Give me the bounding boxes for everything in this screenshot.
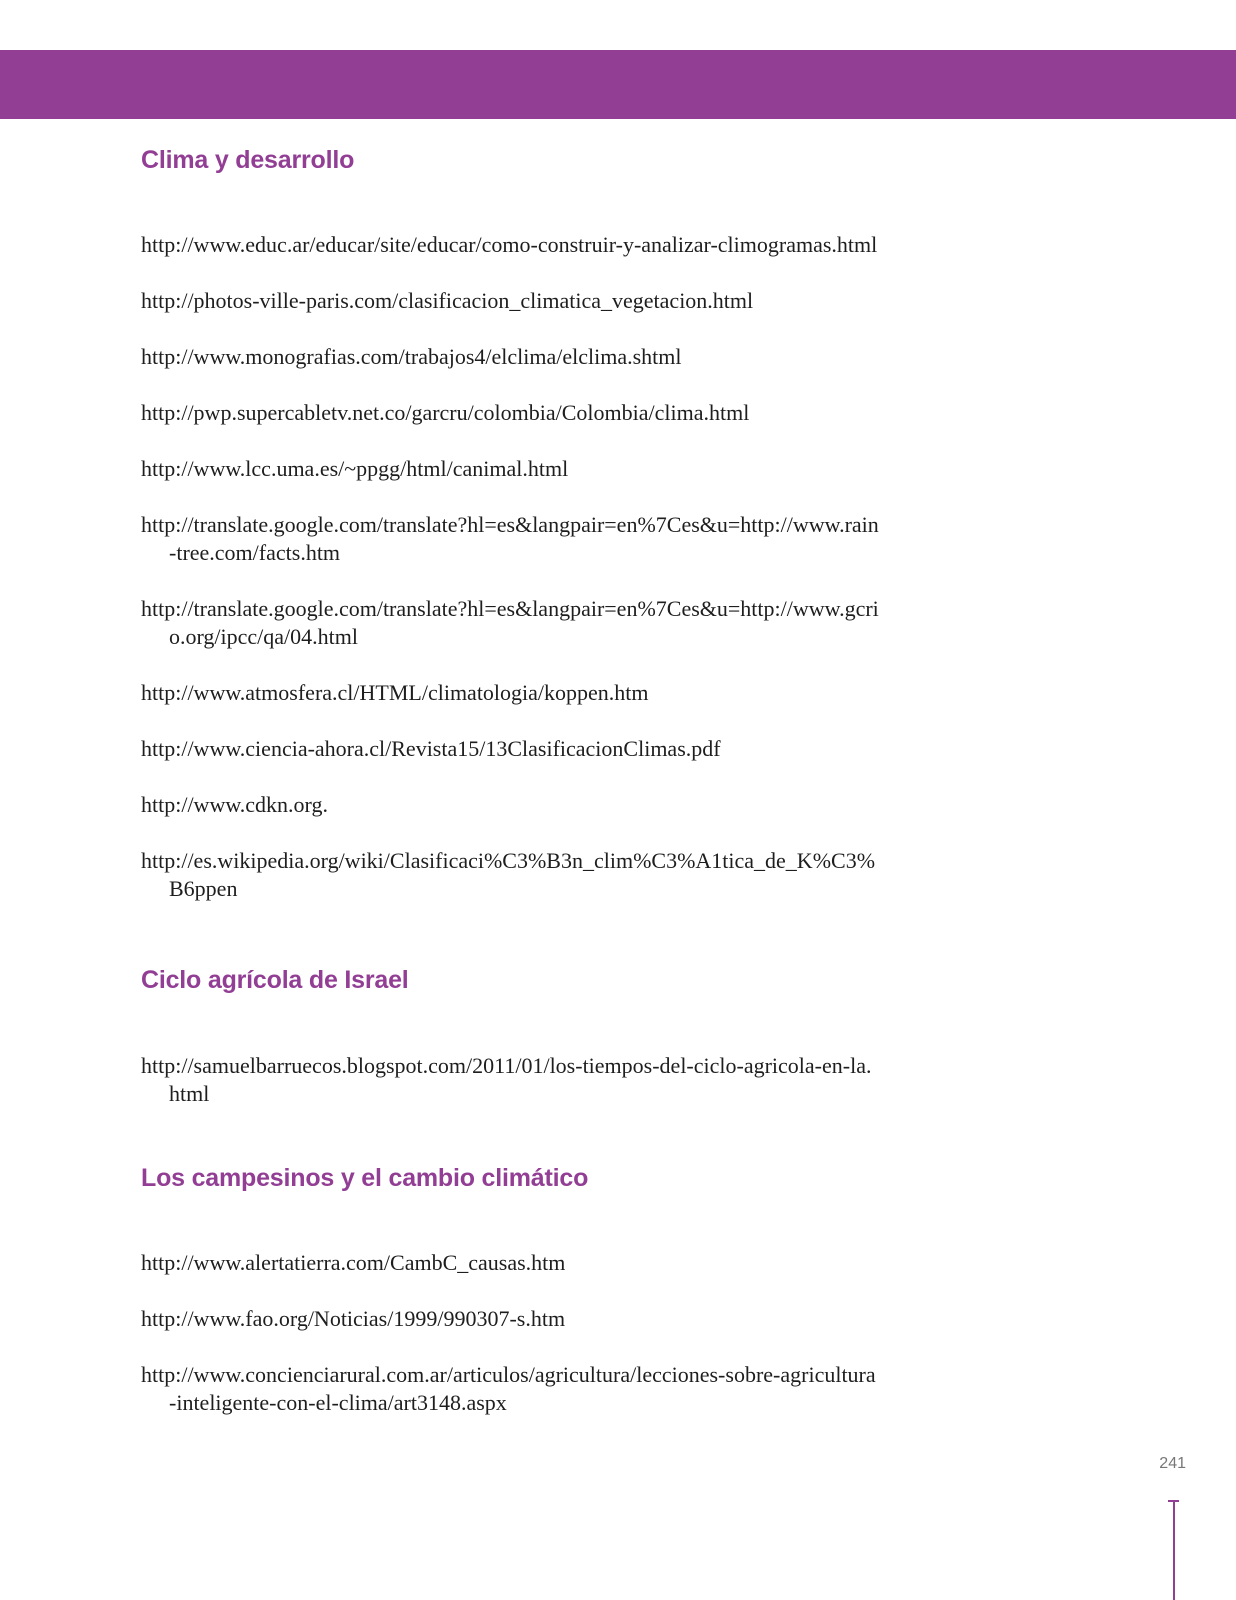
section-heading: Ciclo agrícola de Israel (141, 966, 409, 994)
margin-rule (1173, 1500, 1175, 1600)
reference-link[interactable]: http://translate.google.com/translate?hl=es&langpair=en%7Ces&u=http://www.rain-tree.com/facts.htm (141, 512, 879, 565)
section-campesinos-cambio-climatico (141, 1163, 881, 1445)
reference-link[interactable]: http://www.alertatierra.com/CambC_causas.htm (141, 1250, 566, 1275)
reference-link[interactable]: http://www.ciencia-ahora.cl/Revista15/13ClasificacionClimas.pdf (141, 736, 721, 761)
section-heading: Los campesinos y el cambio climático (141, 1164, 589, 1192)
reference-link[interactable]: http://www.concienciarural.com.ar/articulos/agricultura/lecciones-sobre-agricultura-inteligente-con-el-clima/art3148.aspx (141, 1362, 876, 1415)
reference-link[interactable]: http://pwp.supercabletv.net.co/garcru/colombia/Colombia/clima.html (141, 400, 750, 425)
reference-link[interactable]: http://www.atmosfera.cl/HTML/climatologia/koppen.htm (141, 680, 649, 705)
link-list (141, 1052, 881, 1108)
reference-link[interactable]: http://samuelbarruecos.blogspot.com/2011/01/los-tiempos-del-ciclo-agricola-en-la.html (141, 1053, 872, 1106)
reference-link[interactable]: http://www.cdkn.org. (141, 792, 328, 817)
reference-link[interactable]: http://www.educ.ar/educar/site/educar/como-construir-y-analizar-climogramas.html (141, 232, 878, 257)
page-number: 241 (1159, 1455, 1186, 1472)
reference-link[interactable]: http://www.lcc.uma.es/~ppgg/html/canimal.html (141, 456, 569, 481)
section-ciclo-agricola (141, 965, 881, 1136)
reference-link[interactable]: http://photos-ville-paris.com/clasificacion_climatica_vegetacion.html (141, 288, 754, 313)
header-band (0, 50, 1236, 119)
link-list (141, 231, 881, 903)
link-list (141, 1249, 881, 1417)
reference-link[interactable]: http://www.monografias.com/trabajos4/elclima/elclima.shtml (141, 344, 682, 369)
section-heading: Clima y desarrollo (141, 146, 355, 174)
reference-link[interactable]: http://es.wikipedia.org/wiki/Clasificaci%C3%B3n_clim%C3%A1tica_de_K%C3%B6ppen (141, 848, 876, 901)
section-clima-y-desarrollo (141, 145, 881, 931)
reference-link[interactable]: http://www.fao.org/Noticias/1999/990307-s.htm (141, 1306, 566, 1331)
reference-link[interactable]: http://translate.google.com/translate?hl=es&langpair=en%7Ces&u=http://www.gcrio.org/ipcc/qa/04.html (141, 596, 879, 649)
